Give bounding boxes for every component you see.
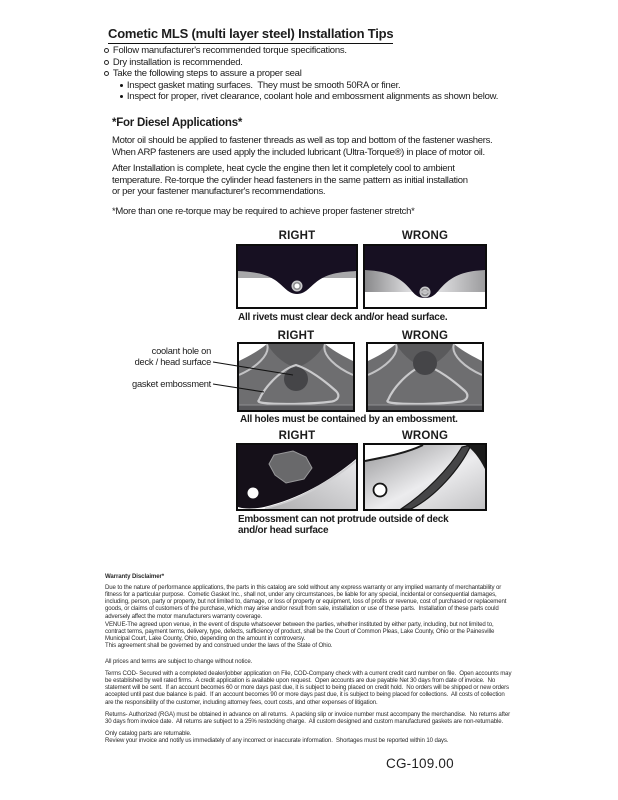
bolt-hole: [374, 484, 387, 497]
tips-list: [104, 45, 498, 103]
list-item: [120, 91, 498, 103]
rivet-wrong-illustration: [365, 246, 485, 307]
text-line: adversely affect the motor manufacturers warranty coverage.: [105, 612, 263, 620]
document-number: CG-109.00: [386, 756, 454, 771]
tip-text: Follow manufacturer's recommended torque specifications.: [112, 45, 347, 56]
leader-line: [213, 384, 264, 392]
text-line: or per your fastener manufacturer's recommendations.: [112, 186, 326, 198]
embossment-wrong-illustration: [365, 445, 485, 509]
text-line: statement will be sent. If an account becomes 60 or more days past due, it is subject to being placed on credit hold. No orders will be shipped or new orders: [105, 684, 509, 692]
rivet-diagram-wrong: [363, 244, 487, 309]
rivet-center: [295, 284, 300, 289]
bolt-hole: [248, 488, 259, 499]
wrong-label-row1: WRONG: [401, 230, 449, 242]
text-line: goods, or claims of customers of the purchase, which may arise and/or result from sale, installation or use of these parts. Installation of these parts could: [105, 605, 499, 613]
tip-text: Dry installation is recommended.: [112, 56, 243, 68]
text-line: fitness for a particular purpose. Cometic Gasket Inc., shall not, under any circumstances, be liable for any special, incidental or consequential damages,: [105, 591, 497, 599]
coolant-hole: [413, 351, 437, 375]
text-line: be established by well rated firms. A credit application is available upon request. Open accounts are due payable Net 30 days from date of invoice. No: [105, 677, 496, 685]
embossment-diagram-right: [236, 443, 358, 511]
returns-paragraph: [105, 711, 519, 725]
text-line: Terms COD- Secured with a completed dealer/jobber application on File, COD-Company check with a current credit card number on file. Open accounts may: [105, 670, 512, 677]
right-label-row3: RIGHT: [278, 430, 316, 442]
list-item: [104, 57, 498, 69]
text-line: *More than one re-torque may be required to achieve proper fastener stretch*: [112, 206, 415, 217]
text-line: Municipal Court, Lake County, Ohio, depending on the amount in controversy.: [105, 635, 306, 643]
text-line: including, person, party or property, but not limited to, damage, or loss of property or equipment, loss of profits or revenue, cost of purchased or replacement: [105, 598, 507, 606]
right-label-row1: RIGHT: [278, 230, 316, 242]
text-line: gasket embossment: [132, 379, 211, 389]
filled-bullet-icon: [120, 95, 123, 98]
bottom-band: [239, 405, 353, 410]
row1-caption: All rivets must clear deck and/or head surface.: [238, 312, 448, 323]
text-line: accepted until past due balance is paid. If an account becomes 90 or more days past due, it is subject to being placed for collections. All costs of collection: [105, 691, 505, 699]
open-bullet-icon: [104, 48, 109, 53]
list-item: [120, 80, 498, 92]
text-line: temperature. Re-torque the cylinder head fasteners in the same pattern as initial installation: [112, 174, 468, 186]
text-line: and/or head surface: [238, 525, 329, 536]
bottom-band: [368, 405, 482, 410]
text-line: Motor oil should be applied to fastener threads as well as top and bottom of the fastener washers.: [112, 135, 493, 146]
venue-paragraph: [105, 621, 519, 650]
text-line: This agreement shall be governed by and construed under the laws of the State of Ohio.: [105, 642, 333, 650]
diesel-heading: *For Diesel Applications*: [112, 117, 243, 129]
text-line: Review your invoice and notify us immediately of any incorrect or inaccurate information. Shortages must be reported within 10 days.: [105, 737, 449, 745]
diesel-paragraph-2: [112, 163, 468, 198]
text-line: VENUE-The agreed upon venue, in the event of dispute whatsoever between the parties, whether instituted by either party, including, but not limited to,: [105, 621, 494, 628]
embossment-diagram-wrong: [363, 443, 487, 511]
text-line: When ARP fasteners are used apply the included lubricant (Ultra-Torque®) in place of motor oil.: [112, 146, 485, 158]
text-line: deck / head surface: [134, 356, 211, 367]
tip-text: Inspect for proper, rivet clearance, coolant hole and embossment alignments as shown below.: [126, 91, 499, 102]
wrong-label-row3: WRONG: [401, 430, 449, 442]
wrong-label-row2: WRONG: [401, 330, 449, 342]
leader-line: [213, 362, 293, 375]
terms-paragraph: [105, 670, 519, 706]
row3-caption: [238, 514, 448, 536]
rivet-right-illustration: [238, 246, 356, 307]
coolant-hole-callout: [91, 346, 211, 367]
retorque-note: [112, 206, 415, 218]
tip-text: Take the following steps to assure a proper seal: [112, 68, 302, 79]
text-line: After Installation is complete, heat cycle the engine then let it completely cool to ambient: [112, 163, 455, 174]
prices-paragraph: [105, 658, 519, 665]
row2-caption: All holes must be contained by an embossment.: [240, 414, 458, 425]
open-bullet-icon: [104, 71, 109, 76]
embossment-callout: [91, 379, 211, 390]
right-label-row2: RIGHT: [277, 330, 315, 342]
open-bullet-icon: [104, 60, 109, 65]
page-title: Cometic MLS (multi layer steel) Installation Tips: [108, 26, 393, 44]
text-line: Embossment can not protrude outside of deck: [238, 514, 449, 525]
rivet-diagram-right: [236, 244, 358, 309]
list-item: [104, 45, 498, 57]
list-item: [104, 68, 498, 80]
deck-line-through-rivet: [420, 291, 431, 293]
text-line: coolant hole on: [151, 346, 211, 356]
text-line: 30 days from invoice date. All returns are subject to a 25% restocking charge. All custom designed and custom manufactured gaskets are non-returnable.: [105, 718, 504, 726]
text-line: contract terms, payment terms, delivery, type, defects, sufficiency of product, shall be the Court of Common Pleas, Lake County, Ohio or the Painesville: [105, 628, 495, 636]
callout-leader-lines: [210, 355, 310, 400]
hole-diagram-wrong: [366, 342, 484, 412]
hole-wrong-illustration: [368, 344, 482, 410]
filled-bullet-icon: [120, 84, 123, 87]
warranty-paragraph: [105, 584, 519, 620]
text-line: All prices and terms are subject to change without notice.: [105, 658, 253, 665]
warranty-heading: Warranty Disclaimer*: [105, 573, 165, 580]
diesel-paragraph-1: [112, 135, 492, 158]
text-line: Returns- Authorized (RGA) must be obtained in advance on all returns. A packing slip or invoice number must accompany the merchandise. No returns after: [105, 711, 511, 718]
text-line: are the responsibility of the customer, including attorney fees, court costs, and other expenses of litigation.: [105, 698, 378, 706]
text-line: Only catalog parts are returnable.: [105, 730, 192, 737]
text-line: Due to the nature of performance applications, the parts in this catalog are sold without any express warranty or any implied warranty of merchantability or: [105, 584, 502, 591]
catalog-parts-paragraph: [105, 730, 519, 744]
tip-text: Inspect gasket mating surfaces. They must be smooth 50RA or finer.: [126, 79, 401, 91]
embossment-right-illustration: [238, 445, 356, 509]
